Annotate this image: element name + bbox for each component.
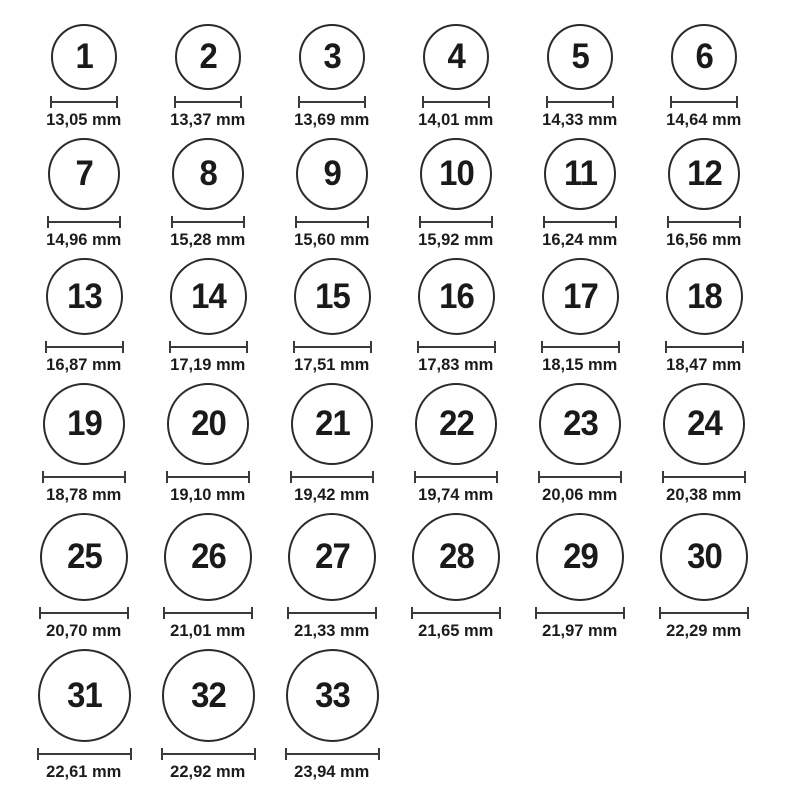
diameter-label: 23,94 mm bbox=[294, 762, 370, 781]
diameter-label: 13,05 mm bbox=[46, 110, 122, 129]
diameter-label: 19,10 mm bbox=[170, 485, 246, 504]
diameter-ruler-icon bbox=[665, 341, 744, 353]
diameter-ruler-icon bbox=[659, 607, 749, 619]
diameter-ruler-icon bbox=[174, 96, 242, 108]
ring-size-item bbox=[518, 258, 642, 375]
ring-size-number: 8 bbox=[199, 154, 217, 193]
diameter-ruler-icon bbox=[285, 748, 380, 760]
ring-size-number: 22 bbox=[438, 404, 474, 443]
ring-size-number: 30 bbox=[686, 537, 722, 576]
diameter-label: 22,29 mm bbox=[666, 621, 742, 640]
diameter-ruler-icon bbox=[171, 216, 245, 228]
diameter-ruler-icon bbox=[295, 216, 369, 228]
diameter-label: 17,83 mm bbox=[418, 355, 494, 374]
diameter-ruler-icon bbox=[166, 471, 250, 483]
ring-size-item bbox=[394, 24, 518, 130]
ring-circle bbox=[671, 24, 737, 90]
diameter-ruler-icon bbox=[45, 341, 124, 353]
diameter-ruler-icon bbox=[546, 96, 614, 108]
ring-size-number: 2 bbox=[199, 37, 217, 76]
ring-circle bbox=[38, 649, 131, 742]
ring-size-number: 29 bbox=[562, 537, 598, 576]
diameter-label: 19,42 mm bbox=[294, 485, 370, 504]
diameter-label: 16,24 mm bbox=[542, 230, 618, 249]
ring-size-item bbox=[146, 138, 270, 250]
ring-circle bbox=[286, 649, 379, 742]
diameter-ruler-icon bbox=[541, 341, 620, 353]
diameter-label: 14,64 mm bbox=[666, 110, 742, 129]
diameter-ruler-icon bbox=[39, 607, 129, 619]
ring-size-item bbox=[518, 513, 642, 641]
ring-circle bbox=[172, 138, 244, 210]
ring-circle bbox=[291, 383, 373, 465]
diameter-label: 18,78 mm bbox=[46, 485, 122, 504]
ring-circle bbox=[547, 24, 613, 90]
ring-size-item bbox=[642, 138, 766, 250]
ring-size-item bbox=[270, 138, 394, 250]
diameter-ruler-icon bbox=[414, 471, 498, 483]
ring-size-item bbox=[270, 383, 394, 505]
ring-size-item bbox=[518, 24, 642, 130]
diameter-label: 19,74 mm bbox=[418, 485, 494, 504]
diameter-label: 21,97 mm bbox=[542, 621, 618, 640]
ring-size-number: 13 bbox=[66, 276, 102, 316]
ring-circle bbox=[415, 383, 497, 465]
diameter-label: 18,47 mm bbox=[666, 355, 742, 374]
diameter-ruler-icon bbox=[538, 471, 622, 483]
ring-circle bbox=[668, 138, 740, 210]
ring-size-number: 18 bbox=[686, 276, 722, 316]
diameter-ruler-icon bbox=[543, 216, 617, 228]
diameter-ruler-icon bbox=[287, 607, 377, 619]
diameter-label: 14,33 mm bbox=[542, 110, 618, 129]
ring-circle bbox=[418, 258, 495, 335]
diameter-ruler-icon bbox=[293, 341, 372, 353]
diameter-label: 13,69 mm bbox=[294, 110, 370, 129]
ring-size-item bbox=[22, 24, 146, 130]
ring-circle bbox=[666, 258, 743, 335]
diameter-ruler-icon bbox=[47, 216, 121, 228]
ring-size-number: 12 bbox=[686, 154, 722, 193]
ring-circle bbox=[542, 258, 619, 335]
ring-size-number: 11 bbox=[563, 154, 597, 193]
ring-size-number: 33 bbox=[314, 675, 350, 715]
diameter-label: 21,01 mm bbox=[170, 621, 246, 640]
ring-size-number: 15 bbox=[314, 276, 350, 316]
diameter-ruler-icon bbox=[290, 471, 374, 483]
diameter-label: 14,01 mm bbox=[418, 110, 494, 129]
diameter-label: 16,56 mm bbox=[666, 230, 742, 249]
diameter-label: 21,33 mm bbox=[294, 621, 370, 640]
ring-size-item bbox=[642, 513, 766, 641]
ring-size-item bbox=[146, 383, 270, 505]
ring-size-item bbox=[518, 138, 642, 250]
ring-size-item bbox=[22, 649, 146, 782]
diameter-ruler-icon bbox=[37, 748, 132, 760]
ring-size-number: 20 bbox=[190, 404, 226, 443]
ring-size-item bbox=[270, 24, 394, 130]
ring-size-number: 5 bbox=[571, 37, 589, 76]
diameter-ruler-icon bbox=[535, 607, 625, 619]
size-row-4 bbox=[22, 383, 800, 505]
diameter-ruler-icon bbox=[169, 341, 248, 353]
ring-size-number: 28 bbox=[438, 537, 474, 576]
ring-size-number: 4 bbox=[447, 37, 465, 76]
ring-size-item bbox=[642, 383, 766, 505]
ring-size-number: 31 bbox=[66, 675, 102, 715]
ring-size-number: 24 bbox=[686, 404, 722, 443]
ring-circle bbox=[288, 513, 376, 601]
size-row-5 bbox=[22, 513, 800, 641]
ring-circle bbox=[412, 513, 500, 601]
ring-size-number: 16 bbox=[438, 276, 474, 316]
ring-circle bbox=[423, 24, 489, 90]
diameter-label: 20,70 mm bbox=[46, 621, 122, 640]
diameter-ruler-icon bbox=[50, 96, 118, 108]
size-row-2 bbox=[22, 138, 800, 250]
ring-size-item bbox=[22, 258, 146, 375]
ring-circle bbox=[539, 383, 621, 465]
ring-circle bbox=[43, 383, 125, 465]
diameter-label: 20,38 mm bbox=[666, 485, 742, 504]
ring-size-number: 32 bbox=[190, 675, 226, 715]
ring-size-item bbox=[146, 258, 270, 375]
diameter-ruler-icon bbox=[422, 96, 490, 108]
diameter-ruler-icon bbox=[42, 471, 126, 483]
ring-circle bbox=[46, 258, 123, 335]
ring-circle bbox=[544, 138, 616, 210]
ring-size-item bbox=[518, 383, 642, 505]
size-row-6 bbox=[22, 649, 800, 782]
ring-size-number: 1 bbox=[75, 37, 93, 76]
ring-circle bbox=[294, 258, 371, 335]
ring-size-number: 26 bbox=[190, 537, 226, 576]
ring-circle bbox=[51, 24, 117, 90]
diameter-ruler-icon bbox=[662, 471, 746, 483]
diameter-ruler-icon bbox=[670, 96, 738, 108]
diameter-ruler-icon bbox=[411, 607, 501, 619]
ring-size-number: 3 bbox=[323, 37, 341, 76]
diameter-label: 15,60 mm bbox=[294, 230, 370, 249]
ring-size-item bbox=[22, 513, 146, 641]
diameter-ruler-icon bbox=[419, 216, 493, 228]
ring-circle bbox=[175, 24, 241, 90]
diameter-label: 16,87 mm bbox=[46, 355, 122, 374]
ring-size-number: 6 bbox=[695, 37, 713, 76]
diameter-ruler-icon bbox=[163, 607, 253, 619]
ring-size-item bbox=[270, 649, 394, 782]
size-row-1 bbox=[22, 24, 800, 130]
diameter-ruler-icon bbox=[417, 341, 496, 353]
diameter-ruler-icon bbox=[161, 748, 256, 760]
ring-size-item bbox=[22, 138, 146, 250]
ring-size-item bbox=[394, 513, 518, 641]
diameter-label: 13,37 mm bbox=[170, 110, 246, 129]
ring-circle bbox=[162, 649, 255, 742]
ring-circle bbox=[536, 513, 624, 601]
ring-circle bbox=[48, 138, 120, 210]
ring-circle bbox=[663, 383, 745, 465]
ring-size-number: 14 bbox=[190, 276, 226, 316]
diameter-label: 17,19 mm bbox=[170, 355, 246, 374]
diameter-label: 20,06 mm bbox=[542, 485, 618, 504]
diameter-label: 14,96 mm bbox=[46, 230, 122, 249]
ring-circle bbox=[420, 138, 492, 210]
diameter-label: 22,61 mm bbox=[46, 762, 122, 781]
ring-circle bbox=[167, 383, 249, 465]
diameter-label: 18,15 mm bbox=[542, 355, 618, 374]
ring-circle bbox=[170, 258, 247, 335]
ring-circle bbox=[660, 513, 748, 601]
ring-size-item bbox=[146, 24, 270, 130]
ring-size-item bbox=[146, 513, 270, 641]
ring-size-item bbox=[642, 258, 766, 375]
diameter-label: 21,65 mm bbox=[418, 621, 494, 640]
diameter-ruler-icon bbox=[298, 96, 366, 108]
diameter-label: 17,51 mm bbox=[294, 355, 370, 374]
diameter-label: 15,28 mm bbox=[170, 230, 246, 249]
diameter-ruler-icon bbox=[667, 216, 741, 228]
size-row-3 bbox=[22, 258, 800, 375]
ring-size-item bbox=[394, 138, 518, 250]
ring-size-item bbox=[146, 649, 270, 782]
ring-size-number: 23 bbox=[562, 404, 598, 443]
ring-circle bbox=[296, 138, 368, 210]
ring-size-number: 7 bbox=[75, 154, 93, 193]
ring-size-item bbox=[270, 513, 394, 641]
ring-size-item bbox=[270, 258, 394, 375]
diameter-label: 22,92 mm bbox=[170, 762, 246, 781]
diameter-label: 15,92 mm bbox=[418, 230, 494, 249]
ring-circle bbox=[164, 513, 252, 601]
ring-size-number: 19 bbox=[66, 404, 102, 443]
ring-size-number: 25 bbox=[66, 537, 102, 576]
ring-size-number: 17 bbox=[562, 276, 598, 316]
ring-size-number: 27 bbox=[314, 537, 350, 576]
ring-circle bbox=[299, 24, 365, 90]
ring-size-item bbox=[394, 258, 518, 375]
ring-size-number: 10 bbox=[438, 154, 474, 193]
ring-size-item bbox=[394, 383, 518, 505]
ring-size-item bbox=[22, 383, 146, 505]
ring-size-number: 21 bbox=[314, 404, 350, 443]
ring-size-item bbox=[642, 24, 766, 130]
ring-size-number: 9 bbox=[323, 154, 341, 193]
ring-circle bbox=[40, 513, 128, 601]
